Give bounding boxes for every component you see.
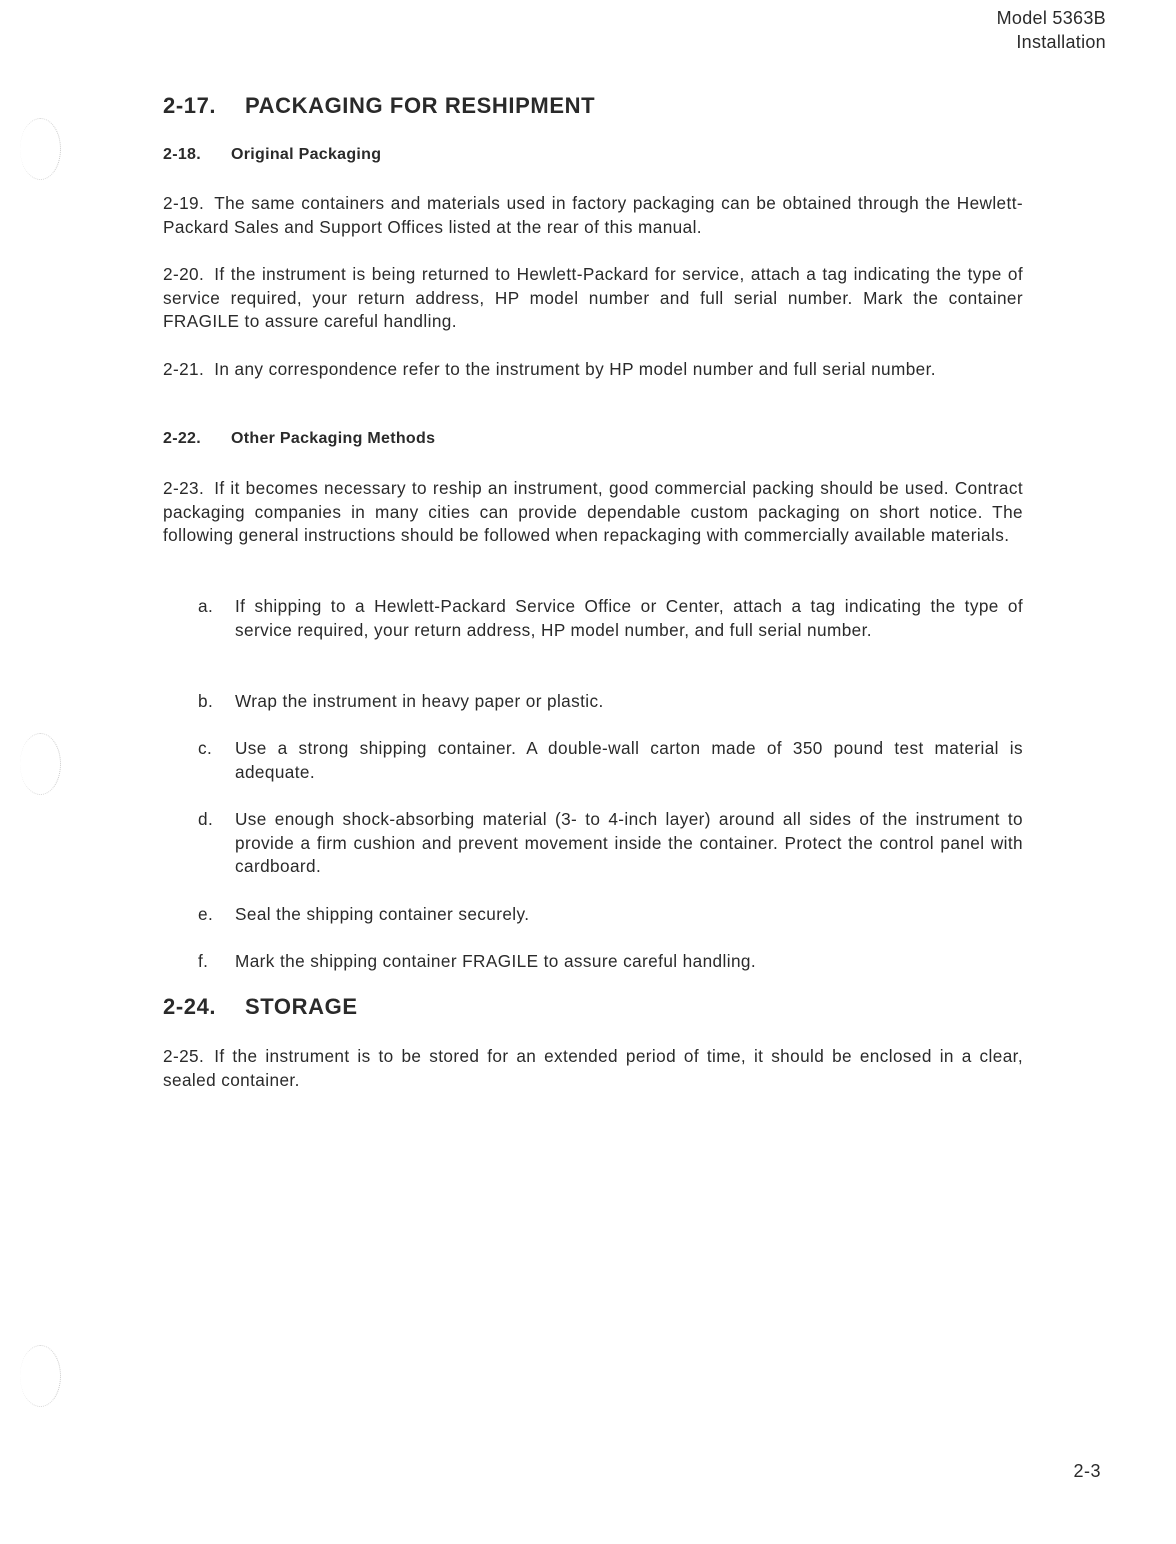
- header-model: Model 5363B: [996, 8, 1106, 28]
- paragraph-number: 2-25.: [163, 1046, 205, 1066]
- paragraph-text: In any correspondence refer to the instrument by HP model number and full serial number.: [214, 359, 936, 379]
- paragraph-2-25: [163, 1045, 1023, 1092]
- paragraph-number: 2-21.: [163, 359, 205, 379]
- section-heading-packaging: [163, 93, 595, 119]
- item-letter: b.: [198, 691, 214, 711]
- subsection-heading-original: [163, 146, 381, 164]
- section-number: 2-24.: [163, 994, 217, 1019]
- instruction-item-e: [198, 903, 1023, 927]
- paragraph-2-19: [163, 192, 1023, 239]
- page-number: 2-3: [1073, 1461, 1101, 1481]
- item-text: Mark the shipping container FRAGILE to assure careful handling.: [235, 951, 757, 971]
- section-heading-storage: [163, 994, 358, 1020]
- instruction-item-f: [198, 950, 1023, 974]
- paragraph-text: The same containers and materials used in factory packaging can be obtained through the Hewlett-Packard Sales and Support Offices listed at the rear of this manual.: [163, 193, 1023, 237]
- subsection-title: Other Packaging Methods: [231, 430, 436, 447]
- item-letter: e.: [198, 904, 214, 924]
- instruction-item-c: [198, 737, 1023, 784]
- item-text: Use enough shock-absorbing material (3- to 4-inch layer) around all sides of the instrument to provide a firm cushion and prevent movement inside the container. Protect the control panel with cardboard.: [235, 809, 1023, 876]
- binder-hole-top: [20, 118, 61, 180]
- item-letter: d.: [198, 809, 214, 829]
- paragraph-text: If the instrument is being returned to Hewlett-Packard for service, attach a tag indicating the type of service required, your return address, HP model number and full serial number. Mark the container FRAGILE to assure careful handling.: [163, 264, 1023, 331]
- item-text: Seal the shipping container securely.: [235, 904, 530, 924]
- section-title: PACKAGING FOR RESHIPMENT: [245, 93, 596, 118]
- header-section: Installation: [1016, 32, 1106, 52]
- instruction-item-a: [198, 595, 1023, 642]
- paragraph-number: 2-20.: [163, 264, 205, 284]
- item-letter: f.: [198, 951, 209, 971]
- item-text: Wrap the instrument in heavy paper or plastic.: [235, 691, 604, 711]
- paragraph-2-20: [163, 263, 1023, 334]
- paragraph-number: 2-23.: [163, 478, 205, 498]
- subsection-heading-other: [163, 430, 435, 448]
- binder-hole-bottom: [20, 1345, 61, 1407]
- section-number: 2-17.: [163, 93, 217, 118]
- instruction-item-d: [198, 808, 1023, 879]
- paragraph-2-21: [163, 358, 1023, 382]
- running-head: [997, 6, 1106, 54]
- subsection-number: 2-18.: [163, 146, 201, 163]
- item-letter: c.: [198, 738, 213, 758]
- paragraph-2-23: [163, 477, 1023, 548]
- instruction-item-b: [198, 690, 1023, 714]
- item-letter: a.: [198, 596, 214, 616]
- paragraph-text: If the instrument is to be stored for an extended period of time, it should be enclosed in a clear, sealed container.: [163, 1046, 1023, 1090]
- section-title: STORAGE: [245, 994, 358, 1019]
- item-text: Use a strong shipping container. A double-wall carton made of 350 pound test material is adequate.: [235, 738, 1023, 782]
- paragraph-number: 2-19.: [163, 193, 205, 213]
- item-text: If shipping to a Hewlett-Packard Service Office or Center, attach a tag indicating the type of service required, your return address, HP model number, and full serial number.: [235, 596, 1023, 640]
- binder-hole-middle: [20, 733, 61, 795]
- paragraph-text: If it becomes necessary to reship an instrument, good commercial packing should be used. Contract packaging companies in many cities can provide dependable custom packaging on short notice. The following general instructions should be followed when repackaging with commercially available materials.: [163, 478, 1023, 545]
- subsection-title: Original Packaging: [231, 146, 382, 163]
- subsection-number: 2-22.: [163, 430, 201, 447]
